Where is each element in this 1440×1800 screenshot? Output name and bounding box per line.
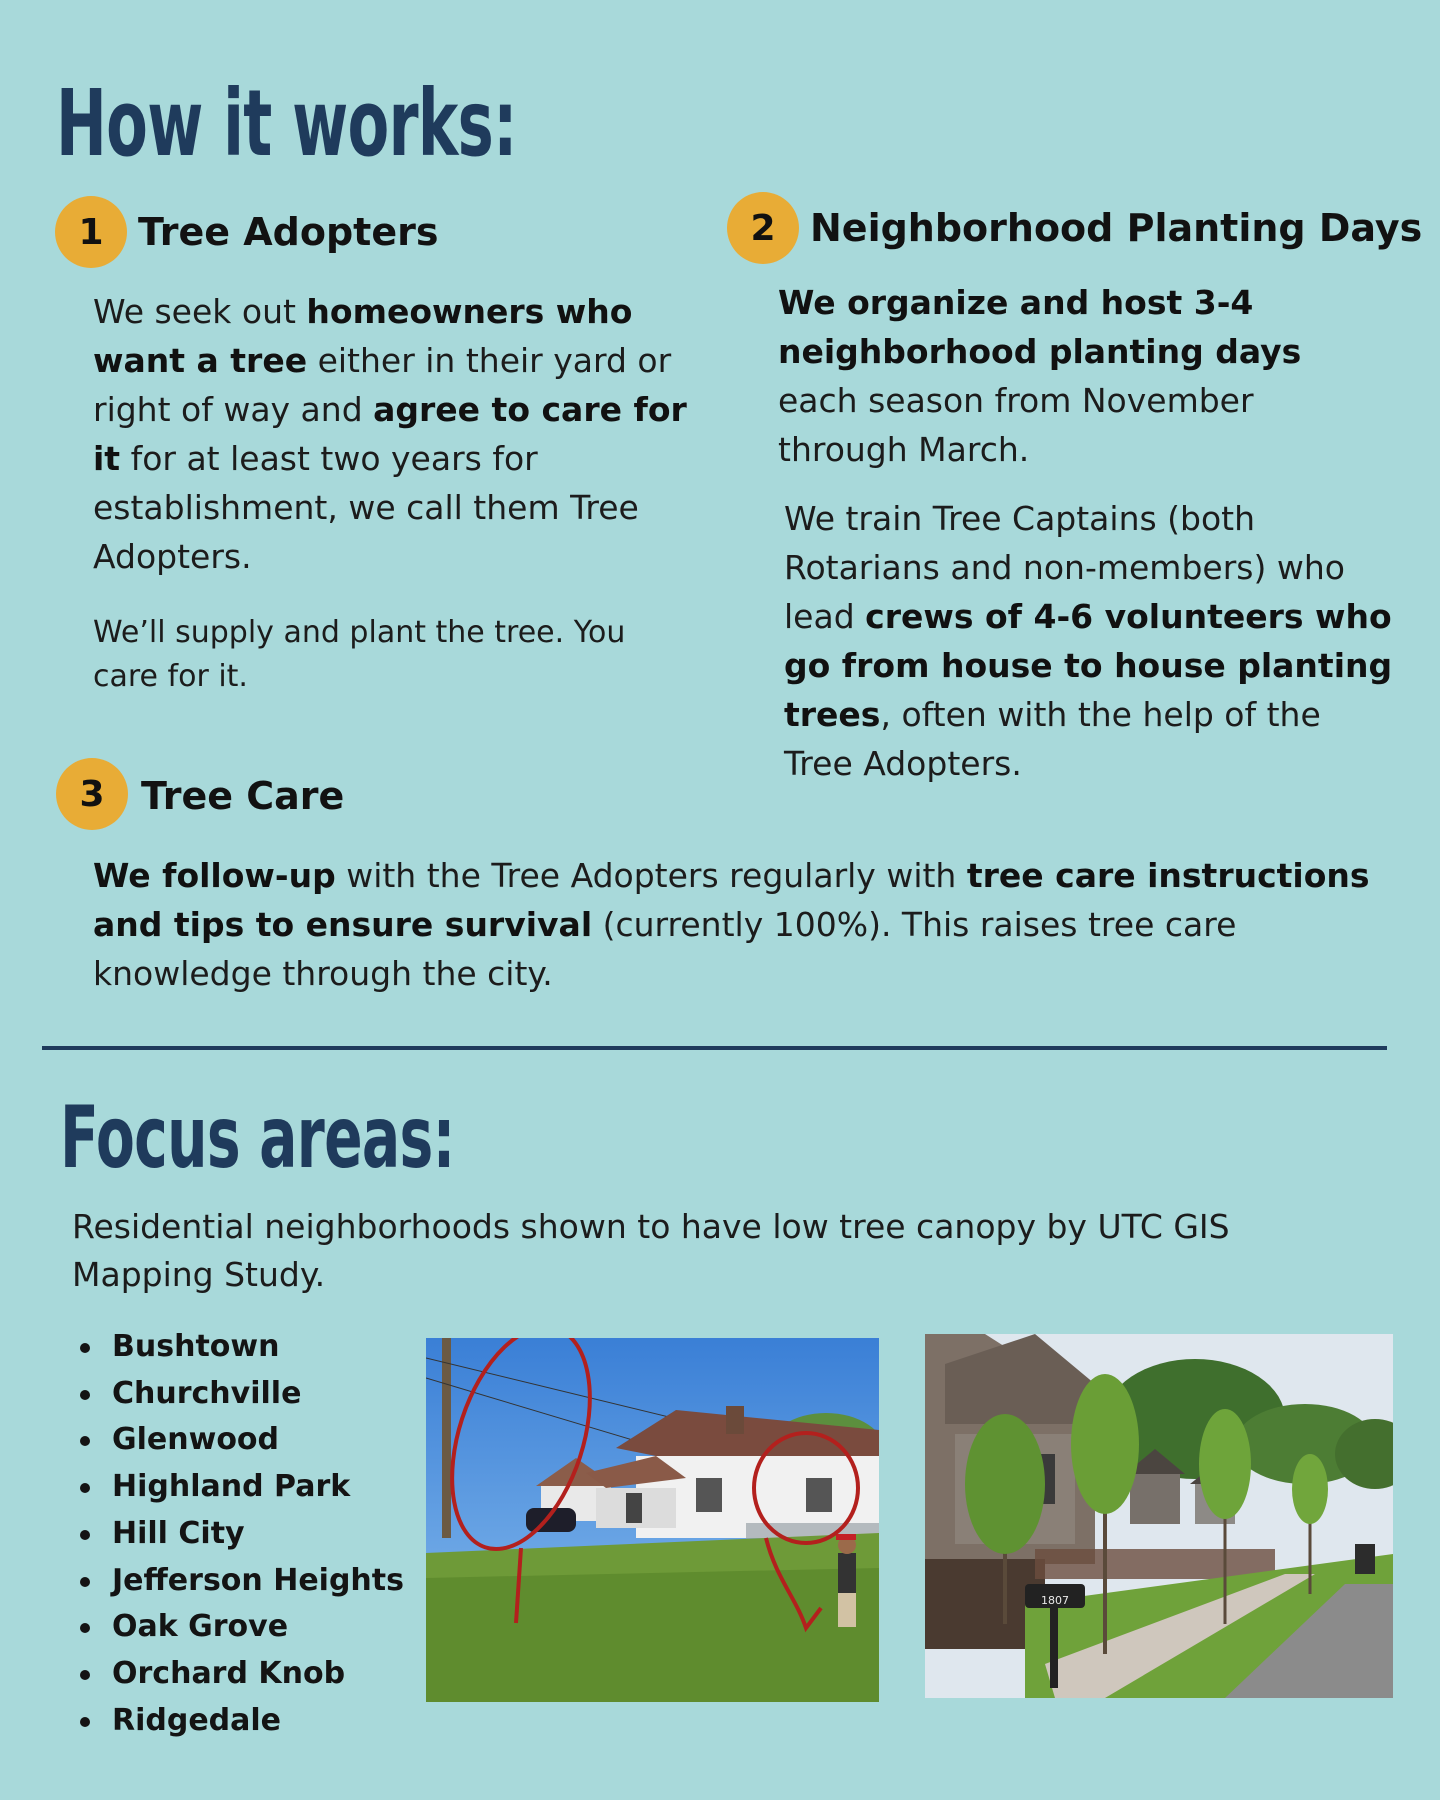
step-2-title: Neighborhood Planting Days (810, 206, 1423, 250)
body-text: We’ll supply and plant the tree. You care for it. (93, 615, 626, 694)
step-1-paragraph-1 (93, 287, 693, 581)
neighborhood-list (80, 1324, 404, 1744)
focus-areas-description: Residential neighborhoods shown to have low tree canopy by UTC GIS Mapping Study. (72, 1207, 1230, 1294)
step-2-paragraph-1 (778, 278, 1388, 474)
step-1-title: Tree Adopters (138, 210, 439, 254)
emphasis-text: crews of 4-6 volunteers who go from house to house planting trees (784, 597, 1393, 734)
emphasis-text: homeowners who want a tree (93, 292, 633, 380)
neighborhood-item: Churchville (80, 1371, 404, 1418)
mailbox-number: 1807 (1041, 1594, 1069, 1607)
body-text: with the Tree Adopters regularly with (335, 856, 967, 895)
body-text: We seek out (93, 292, 307, 331)
step-3-badge: 3 (56, 758, 128, 830)
emphasis-text: We follow-up (93, 856, 336, 895)
step-1-paragraph-2 (93, 611, 693, 699)
how-it-works-heading: How it works: (56, 70, 517, 177)
body-text: (currently 100%). This raises tree care knowledge through the city. (93, 905, 1237, 993)
section-divider (42, 1046, 1387, 1050)
neighborhood-item: Oak Grove (80, 1604, 404, 1651)
photo-planted-trees (925, 1334, 1393, 1698)
step-3-paragraph (93, 851, 1423, 998)
planted-trees-illustration (925, 1334, 1393, 1698)
body-text: for at least two years for establishment, we call them Tree Adopters. (93, 439, 639, 576)
emphasis-text: agree to care for it (93, 390, 687, 478)
step-2-badge: 2 (727, 192, 799, 264)
neighborhood-item: Hill City (80, 1511, 404, 1558)
step-3-title: Tree Care (141, 774, 345, 818)
body-text: , often with the help of the Tree Adopters. (784, 695, 1321, 783)
neighborhood-item: Orchard Knob (80, 1651, 404, 1698)
body-text: We train Tree Captains (both Rotarians and non-members) who lead (784, 499, 1345, 636)
planting-site-illustration (426, 1338, 879, 1702)
focus-areas-heading: Focus areas: (60, 1088, 455, 1188)
neighborhood-item: Bushtown (80, 1324, 404, 1371)
step-1-badge: 1 (55, 196, 127, 268)
neighborhood-item: Ridgedale (80, 1698, 404, 1745)
emphasis-text: tree care instructions and tips to ensure survival (93, 856, 1370, 944)
body-text: either in their yard or right of way and (93, 341, 672, 429)
body-text: each season from November through March. (778, 381, 1254, 469)
photo-planting-site (426, 1338, 879, 1702)
neighborhood-item: Jefferson Heights (80, 1558, 404, 1605)
neighborhood-item: Glenwood (80, 1417, 404, 1464)
emphasis-text: We organize and host 3-4 neighborhood planting days (778, 283, 1302, 371)
step-2-paragraph-2 (784, 494, 1394, 788)
neighborhood-item: Highland Park (80, 1464, 404, 1511)
